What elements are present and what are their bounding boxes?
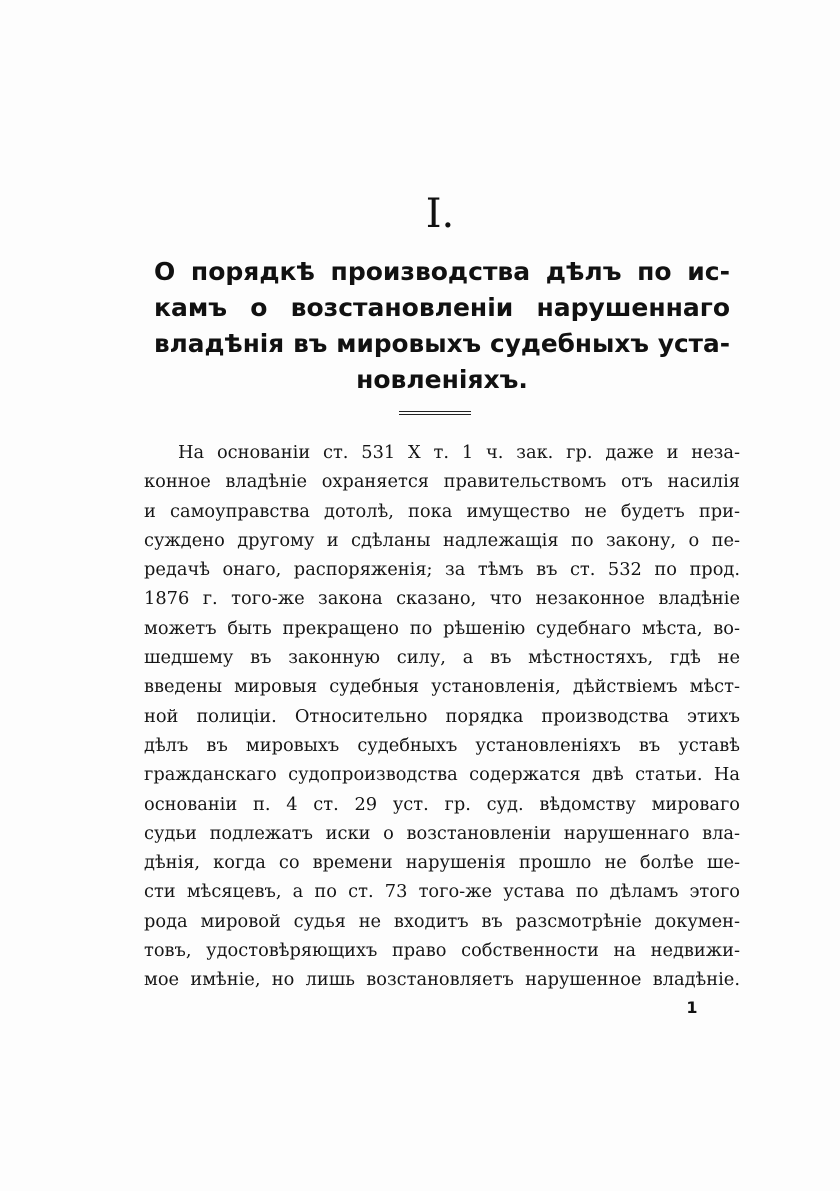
body-line: гражданскаго судопроизводства содержатся двѣ статьи. На — [144, 764, 740, 786]
title-line: О порядкѣ производства дѣлъ по ис- — [154, 257, 730, 286]
body-line: ной полиціи. Относительно порядка производства этихъ — [144, 705, 740, 727]
body-line: редачѣ онаго, распоряженія; за тѣмъ въ ст. 532 по прод. — [144, 559, 740, 581]
separator-rule — [399, 414, 471, 415]
body-line: мое имѣніе, но лишь возстановляетъ нарушенное владѣніе. — [144, 969, 740, 991]
chapter-number: I. — [425, 191, 455, 237]
body-line: основаніи п. 4 ст. 29 уст. гр. суд. вѣдомству мироваго — [144, 793, 740, 815]
body-line: можетъ быть прекращено по рѣшенію судебнаго мѣста, во- — [144, 617, 740, 639]
title-line: камъ о возстановленіи нарушеннаго — [154, 293, 730, 322]
chapter-title — [154, 254, 730, 398]
body-line: и самоуправства дотолѣ, пока имущество не будетъ при- — [144, 500, 740, 522]
body-line: конное владѣніе охраняется правительствомъ отъ насилія — [144, 471, 740, 493]
body-line: На основаніи ст. 531 X т. 1 ч. зак. гр. даже и неза- — [178, 442, 740, 463]
body-paragraph — [144, 438, 740, 995]
title-line: новленіяхъ. — [356, 365, 528, 394]
body-line: 1876 г. того-же закона сказано, что незаконное владѣніе — [144, 588, 740, 610]
title-separator — [399, 411, 471, 417]
page-number: 1 — [686, 998, 698, 1017]
body-line: судьи подлежатъ иски о возстановленіи нарушеннаго вла- — [144, 822, 740, 844]
body-line: введены мировыя судебныя установленія, дѣйствіемъ мѣст- — [144, 676, 740, 698]
body-line: товъ, удостовѣряющихъ право собственности на недвижи- — [144, 940, 740, 962]
title-line: владѣнія въ мировыхъ судебныхъ уста- — [154, 329, 730, 358]
body-line: рода мировой судья не входитъ въ разсмотрѣніе докумен- — [144, 910, 740, 932]
body-line: дѣлъ въ мировыхъ судебныхъ установленіяхъ въ уставѣ — [144, 734, 740, 756]
body-line: суждено другому и сдѣланы надлежащія по закону, о пе- — [144, 529, 740, 551]
body-line: дѣнія, когда со времени нарушенія прошло не болѣе ше- — [144, 852, 740, 874]
body-line: шедшему въ законную силу, а въ мѣстностяхъ, гдѣ не — [144, 647, 740, 669]
body-line: сти мѣсяцевъ, а по ст. 73 того-же устава по дѣламъ этого — [144, 881, 740, 903]
separator-rule — [399, 411, 471, 412]
